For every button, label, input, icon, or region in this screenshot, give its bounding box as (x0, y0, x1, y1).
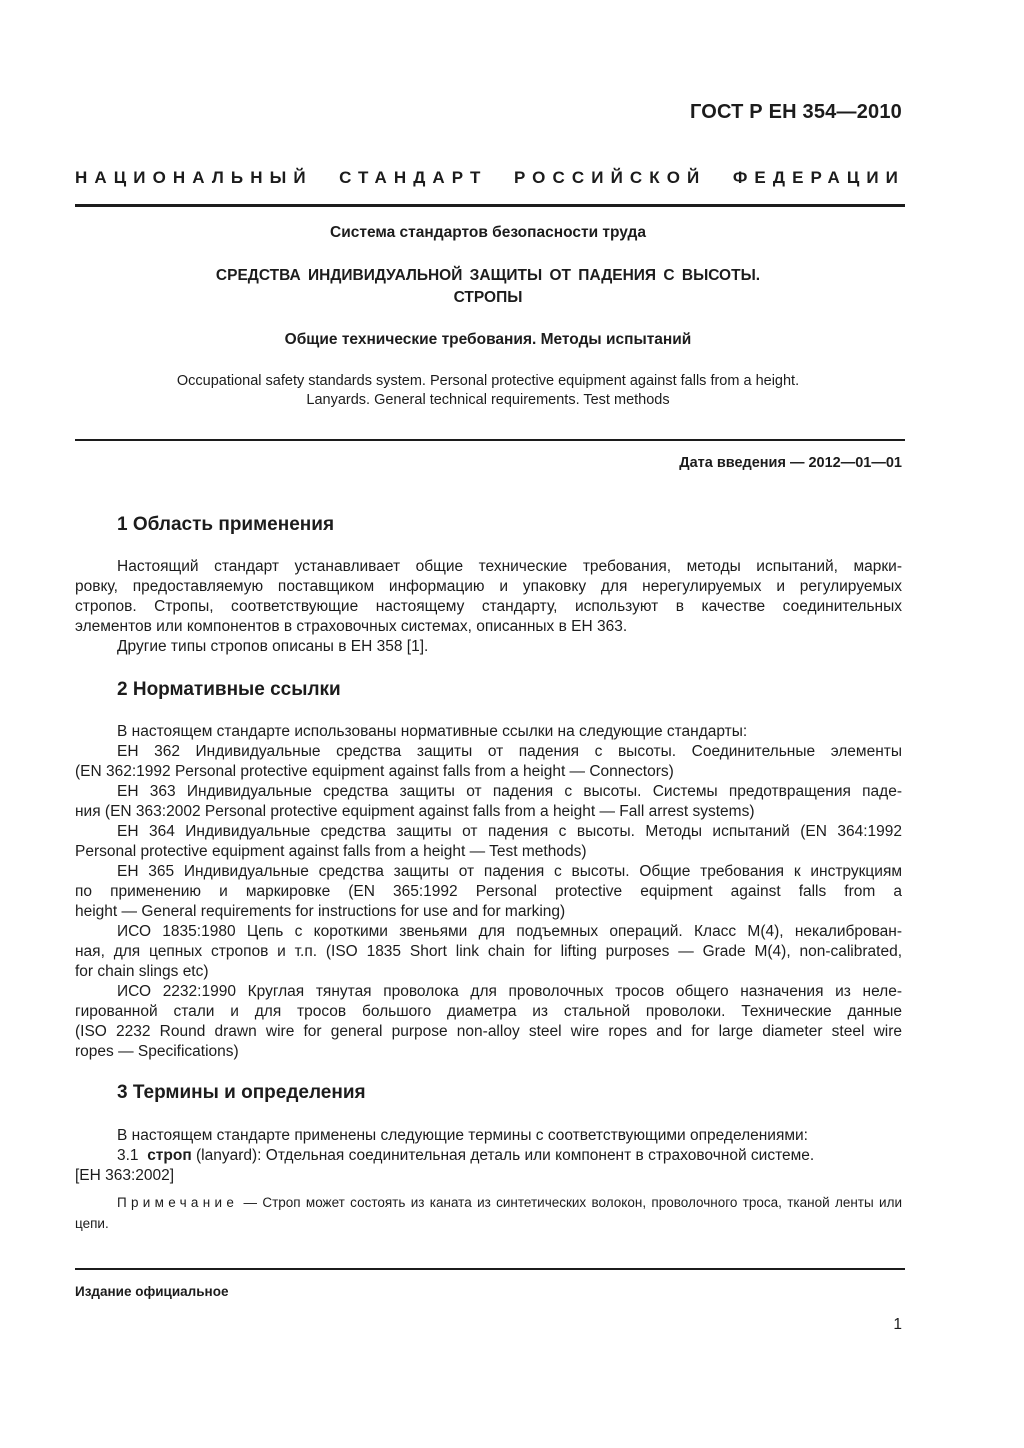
title-divider (75, 439, 905, 441)
official-edition-label: Издание официальное (75, 1284, 229, 1299)
term-definition-text: (lanyard): Отдельная соединительная деталь или компонент в страховочной системе. (191, 1147, 815, 1164)
section-2-line: (ISO 2232 Round drawn wire for general purpose non-alloy steel wire ropes and for large diameter steel wire (75, 1023, 902, 1040)
note-label: Примечание (117, 1195, 239, 1210)
section-1-heading: 1 Область применения (117, 514, 335, 535)
document-subtitle: Общие технические требования. Методы испытаний (284, 331, 692, 348)
term-definition (117, 1146, 902, 1166)
section-2-line: В настоящем стандарте использованы нормативные ссылки на следующие стандарты: (117, 723, 748, 740)
note-text: — Строп может состоять из каната из синтетических волокон, проволочного троса, тканой ленты или цепи. (75, 1195, 902, 1231)
section-2-line: ная, для цепных стропов и т.п. (ISO 1835 Short link chain for lifting purposes — Grade M(4), non-calibrated, (75, 943, 902, 960)
standards-system-title: Система стандартов безопасности труда (330, 224, 646, 241)
section-2-line: (EN 362:1992 Personal protective equipment against falls from a height — Connectors) (75, 763, 674, 780)
section-1-line: стропов. Стропы, соответствующие настоящему стандарту, используют в качестве соединительных (75, 598, 902, 615)
section-1-line: Другие типы стропов описаны в ЕН 358 [1]. (117, 638, 429, 655)
section-2-line: ЕН 365 Индивидуальные средства защиты от падения с высоты. Общие требования к инструкциям (117, 863, 902, 880)
term-name: строп (147, 1147, 192, 1164)
section-2-line: ropes — Specifications) (75, 1043, 239, 1060)
section-2-line: Personal protective equipment against falls from a height — Test methods) (75, 843, 587, 860)
document-title-line2: СТРОПЫ (453, 289, 523, 306)
standard-number: ГОСТ Р ЕН 354—2010 (689, 101, 902, 123)
section-1-line: ровку, предоставляемую поставщиком информацию и упаковку для нерегулируемых и регулируемых (75, 578, 902, 595)
section-2-line: ЕН 362 Индивидуальные средства защиты от падения с высоты. Соединительные элементы (117, 743, 902, 760)
section-2-line: ЕН 364 Индивидуальные средства защиты от падения с высоты. Методы испытаний (EN 364:1992 (117, 823, 902, 840)
section-2-heading: 2 Нормативные ссылки (117, 679, 341, 700)
section-2-line: ИСО 1835:1980 Цепь с короткими звеньями для подъемных операций. Класс М(4), некалиброван- (117, 923, 902, 940)
section-2-line: for chain slings etc) (75, 963, 209, 980)
section-2-line: гированной стали и для тросов большого диаметра из стальной проволоки. Технические данные (75, 1003, 902, 1020)
section-3-intro: В настоящем стандарте применены следующие термины с соответствующими определениями: (117, 1127, 808, 1144)
note (75, 1192, 902, 1234)
national-standard-banner: НАЦИОНАЛЬНЫЙ СТАНДАРТ РОССИЙСКОЙ ФЕДЕРАЦИИ (75, 168, 905, 187)
english-title-line1: Occupational safety standards system. Personal protective equipment against falls from a height. (176, 373, 800, 389)
header-divider (75, 204, 905, 207)
section-1-line: Настоящий стандарт устанавливает общие технические требования, методы испытаний, марки- (117, 558, 902, 575)
section-1-line: элементов или компонентов в страховочных системах, описанных в ЕН 363. (75, 618, 628, 635)
page-number: 1 (893, 1316, 902, 1333)
term-number: 3.1 (117, 1147, 139, 1164)
term-reference: [ЕН 363:2002] (75, 1167, 175, 1184)
section-2-line: height — General requirements for instructions for use and for marking) (75, 903, 566, 920)
section-2-line: ИСО 2232:1990 Круглая тянутая проволока для проволочных тросов общего назначения из нелe- (117, 983, 902, 1000)
section-3-heading: 3 Термины и определения (117, 1082, 366, 1103)
section-2-line: ЕН 363 Индивидуальные средства защиты от падения с высоты. Системы предотвращения паде- (117, 783, 902, 800)
english-title-line2: Lanyards. General technical requirements. Test methods (306, 392, 670, 408)
section-2-line: ния (EN 363:2002 Personal protective equipment against falls from a height — Fall arrest systems) (75, 803, 755, 820)
footer-divider (75, 1268, 905, 1270)
introduction-date: Дата введения — 2012—01—01 (679, 455, 902, 471)
section-2-line: по применению и маркировке (EN 365:1992 Personal protective equipment against falls from a (75, 883, 902, 900)
document-title-line1: СРЕДСТВА ИНДИВИДУАЛЬНОЙ ЗАЩИТЫ ОТ ПАДЕНИЯ С ВЫСОТЫ. (215, 267, 761, 284)
